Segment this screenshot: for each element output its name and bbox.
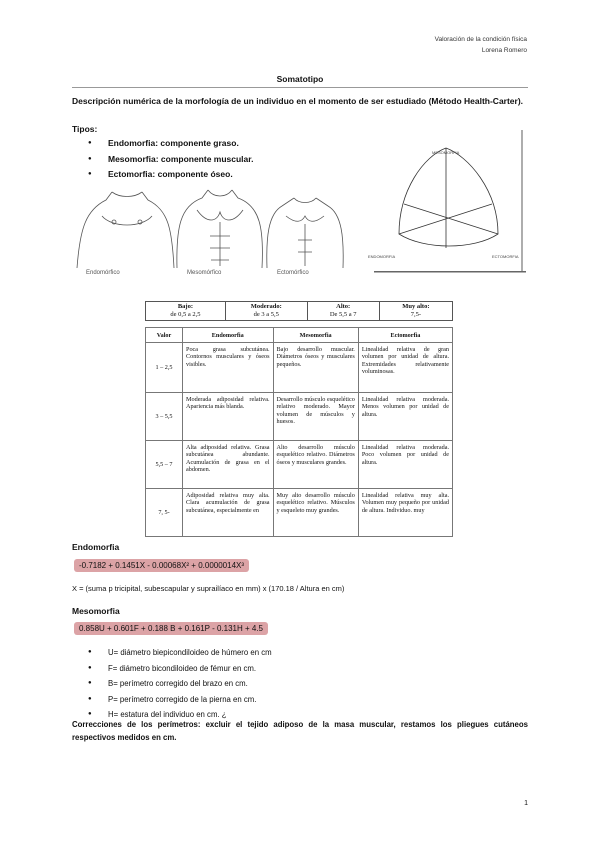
- tipos-label: Tipos:: [72, 124, 98, 134]
- body-types-illustration: [72, 188, 352, 278]
- scale-table: [145, 301, 453, 321]
- ecto-label: ECTOMORFIA: [492, 254, 519, 259]
- ectomorph-abs: [298, 224, 312, 266]
- cell-ecto: Linealidad relativa muy alta. Volumen muy pequeño por unidad de altura. Individuo. muy: [358, 489, 452, 537]
- col-header: Valor: [146, 328, 183, 343]
- torso-drawings: [72, 188, 352, 270]
- axis-endo: [404, 204, 498, 234]
- cell-valor: 1 – 2,5: [146, 343, 183, 393]
- cell-ecto: Linealidad relativa moderada. Poco volumen por unidad de altura.: [358, 441, 452, 489]
- list-item: ● U= diámetro biepicondiloideo de húmero en cm: [72, 645, 272, 661]
- cell-endo: Poca grasa subcutánea. Contornos musculares y óseos visibles.: [183, 343, 274, 393]
- endomorph-chest: [102, 216, 152, 225]
- header-course: Valoración de la condición física: [434, 36, 527, 43]
- mesomorph-abs: [210, 222, 230, 266]
- correcciones-text: Correcciones de los perímetros: excluir el tejido adiposo de la masa muscular, restamos los pliegues cutáneos respectivos medidos en cm.: [72, 720, 528, 742]
- col-header: Ectomorfia: [358, 328, 452, 343]
- endomorph-label: Endomórfico: [86, 270, 120, 276]
- axis-ecto: [399, 204, 492, 234]
- col-header: Endomorfia: [183, 328, 274, 343]
- mesomorph-label: Mesomórfico: [187, 270, 222, 276]
- triangle-shape: [399, 148, 498, 246]
- endomorfia-heading: Endomorfia: [72, 542, 120, 552]
- ectomorph-label: Ectomórfico: [277, 270, 309, 276]
- tick-marks: [374, 271, 526, 273]
- somatochart-svg: [364, 130, 528, 282]
- cell-valor: 7, 5-: [146, 489, 183, 537]
- cell-endo: Moderada adiposidad relativa. Apariencia más blanda.: [183, 393, 274, 441]
- table-row: [146, 393, 453, 441]
- page-title: Somatotipo: [276, 74, 324, 84]
- list-item: ● B= perímetro corregido del brazo en cm.: [72, 676, 272, 692]
- mesomorph-neck: [208, 190, 232, 196]
- list-item: ● Ectomorfia: componente óseo.: [72, 167, 253, 183]
- tipos-list: [72, 136, 253, 183]
- description-table: [145, 327, 453, 537]
- cell-endo: Alta adiposidad relativa. Grasa subcutánea abundante. Acumulación de grasa en el abdomen.: [183, 441, 274, 489]
- mesomorfia-formula: 0.858U + 0.601F + 0.188 B + 0.161P - 0.131H + 4.5: [74, 622, 268, 635]
- title-divider: [72, 87, 528, 88]
- mesomorfia-variables: [72, 645, 272, 723]
- list-item: ● P= perímetro corregido de la pierna en cm.: [72, 692, 272, 708]
- description: Descripción numérica de la morfología de un individuo en el momento de ser estudiado (Método Health-Carter).: [72, 96, 524, 106]
- page-number: 1: [524, 800, 528, 807]
- somatochart: [364, 130, 528, 282]
- header-author: Lorena Romero: [481, 47, 527, 54]
- scale-header: Alto: De 5,5 a 7: [307, 302, 379, 321]
- table-row: [146, 489, 453, 537]
- cell-ecto: Linealidad relativa de gran volumen por unidad de altura. Extremidades relativamente voluminosas.: [358, 343, 452, 393]
- cell-endo: Adiposidad relativa muy alta. Clara acumulación de grasa subcutánea, especialmente en: [183, 489, 274, 537]
- cell-meso: Bajo desarrollo muscular. Diámetros óseos y musculares pequeños.: [273, 343, 358, 393]
- table-row: [146, 441, 453, 489]
- list-item: ● Mesomorfia: componente muscular.: [72, 152, 253, 168]
- endomorfia-formula: -0.7182 + 0.1451X - 0.00068X² + 0.0000014X³: [74, 559, 249, 572]
- table-row: [146, 343, 453, 393]
- page-header: [435, 34, 527, 56]
- list-item: ● Endomorfia: componente graso.: [72, 136, 253, 152]
- cell-valor: 5,5 – 7: [146, 441, 183, 489]
- mesomorph-pecs: [197, 210, 243, 220]
- description-table-wrapper: [145, 327, 453, 537]
- scale-header: Bajo: de 0,5 a 2,5: [146, 302, 226, 321]
- ectomorph-neck: [294, 198, 316, 203]
- endomorph-neck: [112, 192, 142, 197]
- meso-label: MESOMORFIA: [432, 150, 460, 155]
- cell-meso: Muy alto desarrollo músculo esquelético relativo. Músculos y esqueleto muy grandes.: [273, 489, 358, 537]
- col-header: Mesomorfia: [273, 328, 358, 343]
- ectomorph-pecs: [286, 216, 324, 221]
- endomorph-outline: [77, 192, 174, 268]
- endo-label: ENDOMORFIA: [368, 254, 396, 259]
- mesomorfia-heading: Mesomorfia: [72, 606, 120, 616]
- cell-ecto: Linealidad relativa moderada. Menos volumen por unidad de altura.: [358, 393, 452, 441]
- scale-header: Moderado: de 3 a 5,5: [225, 302, 307, 321]
- x-definition: X = (suma p tricipital, subescapular y suprailíaco en mm) x (170.18 / Altura en cm): [72, 584, 345, 593]
- cell-meso: Alto desarrollo músculo esquelético relativo. Diámetros óseos y musculares grandes.: [273, 441, 358, 489]
- cell-meso: Desarrollo músculo esquelético relativo moderado. Mayor volumen de músculos y huesos.: [273, 393, 358, 441]
- list-item: ● F= diámetro bicondiloideo de fémur en cm.: [72, 661, 272, 677]
- cell-valor: 3 – 5,5: [146, 393, 183, 441]
- list-item: ● H= estatura del individuo en cm. ¿: [72, 707, 272, 723]
- scale-header: Muy alto: 7,5-: [379, 302, 452, 321]
